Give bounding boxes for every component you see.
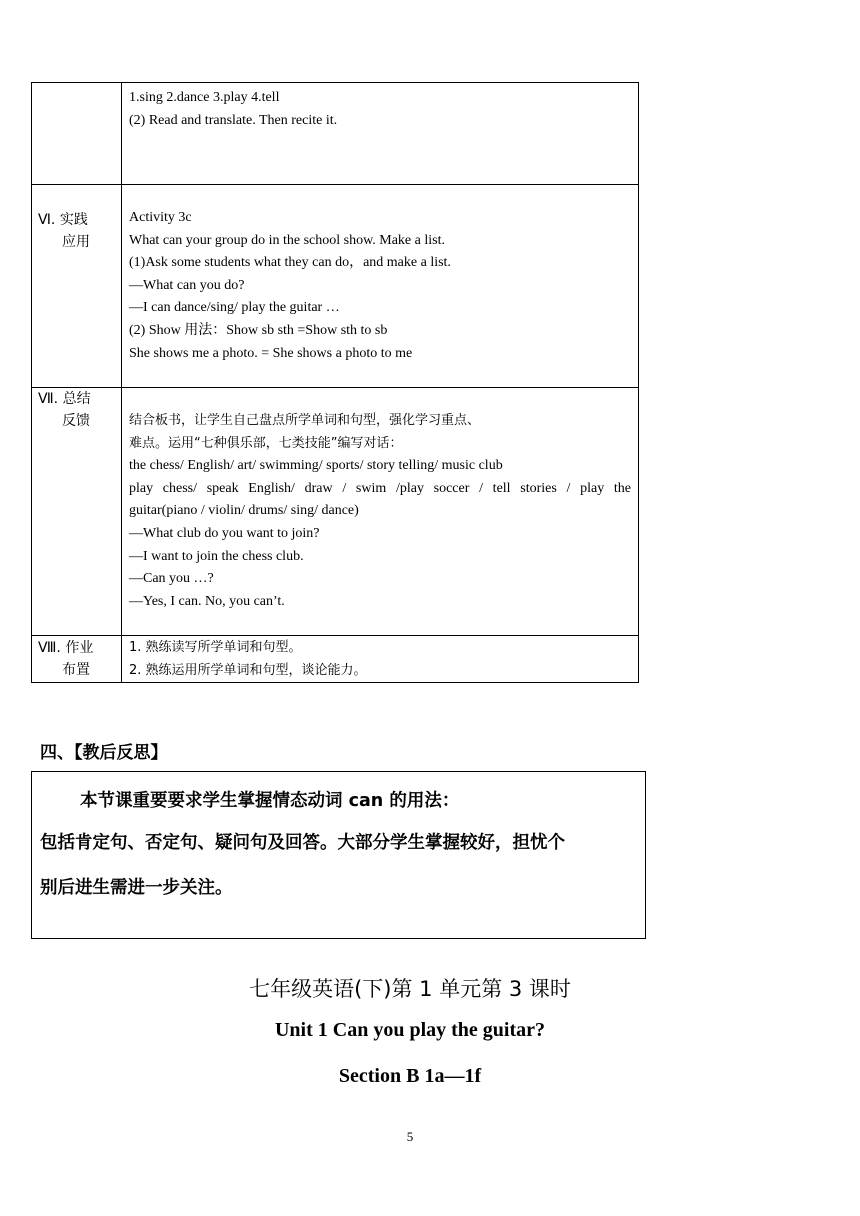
reflection-heading: 四、【教后反思】 xyxy=(40,743,168,763)
content-line: She shows me a photo. = She shows a photo to me xyxy=(129,345,413,361)
table-row-continuation xyxy=(32,83,639,185)
skill-list: play chess/ speak English/ draw / swim /play soccer / tell stories / play the xyxy=(129,480,631,496)
row-content-cell xyxy=(122,636,639,683)
row-content-cell xyxy=(122,185,639,388)
reflection-line: 本节课重要要求学生掌握情态动词 can 的用法： xyxy=(80,791,460,811)
row-label-summary: Ⅶ. 总结 xyxy=(38,391,91,407)
reflection-box xyxy=(31,771,646,939)
dialogue-line: —What can you do? xyxy=(129,277,245,293)
skill-list-cont: guitar(piano / violin/ drums/ sing/ dance) xyxy=(129,503,359,519)
content-line: What can your group do in the school show. Make a list. xyxy=(129,232,445,248)
row-label-practice: Ⅵ. 实践 xyxy=(38,212,88,228)
content-line: (2) Show 用法：Show sb sth =Show sth to sb xyxy=(129,322,388,338)
dialogue-line: —What club do you want to join? xyxy=(129,525,320,541)
content-line: (1)Ask some students what they can do，and make a list. xyxy=(129,255,451,271)
club-list: the chess/ English/ art/ swimming/ sports/ story telling/ music club xyxy=(129,458,503,474)
row-label-homework: Ⅷ. 作业 xyxy=(38,640,94,656)
vocabulary-list: 1.sing 2.dance 3.play 4.tell xyxy=(129,90,280,105)
row-label-homework-line2: 布置 xyxy=(62,662,90,678)
next-lesson-section: Section B 1a—1f xyxy=(338,1065,482,1087)
reflection-line: 别后进生需进一步关注。 xyxy=(40,878,233,898)
dialogue-line: —I can dance/sing/ play the guitar … xyxy=(129,300,340,316)
row-label-practice-line2: 应用 xyxy=(62,234,90,250)
dialogue-line: —I want to join the chess club. xyxy=(129,548,304,564)
table-row-practice xyxy=(32,185,639,388)
row-label-cell xyxy=(32,388,122,636)
homework-item: 2. 熟练运用所学单词和句型，谈论能力。 xyxy=(129,662,367,678)
row-label-summary-line2: 反馈 xyxy=(62,413,90,429)
table-row-summary xyxy=(32,388,639,636)
dialogue-line: —Can you …? xyxy=(129,571,214,587)
row-content-cell xyxy=(122,388,639,636)
lesson-plan-table xyxy=(31,82,639,683)
homework-item: 1. 熟练读写所学单词和句型。 xyxy=(129,640,302,655)
content-line: 结合板书，让学生自己盘点所学单词和句型，强化学习重点、 xyxy=(129,413,481,428)
next-lesson-unit: Unit 1 Can you play the guitar? xyxy=(274,1019,546,1041)
task-text: (2) Read and translate. Then recite it. xyxy=(129,112,338,128)
content-line: 难点。运用“七种俱乐部，七类技能”编写对话： xyxy=(129,435,403,451)
table-row-homework xyxy=(32,636,639,683)
row-label-cell xyxy=(32,636,122,683)
activity-title: Activity 3c xyxy=(129,210,192,225)
next-lesson-title: 七年级英语(下)第 1 单元第 3 课时 xyxy=(249,977,571,1001)
page-number: 5 xyxy=(406,1129,414,1144)
row-content-cell xyxy=(122,83,639,185)
dialogue-line: —Yes, I can. No, you can’t. xyxy=(129,593,285,609)
row-label-cell xyxy=(32,83,122,185)
reflection-line: 包括肯定句、否定句、疑问句及回答。大部分学生掌握较好，担忧个 xyxy=(40,833,565,853)
row-label-cell xyxy=(32,185,122,388)
